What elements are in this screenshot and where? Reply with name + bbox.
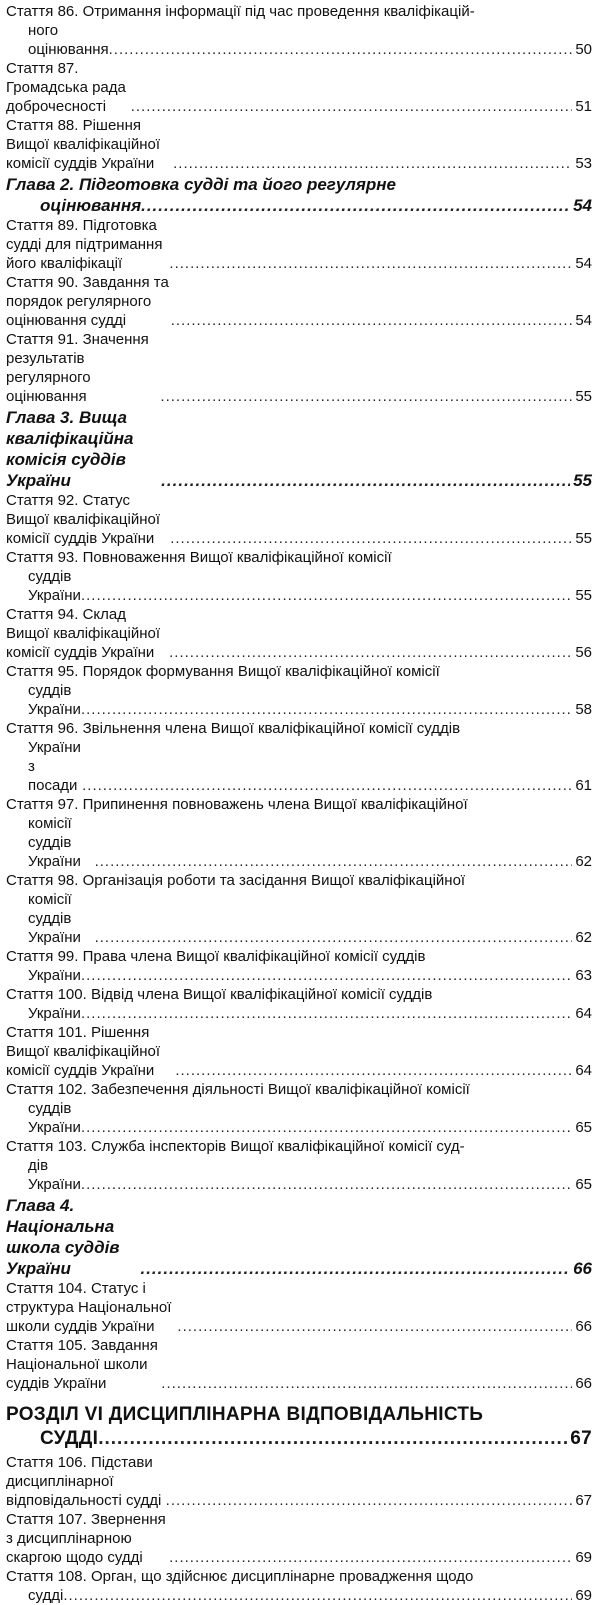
toc-entry-line: [6, 548, 572, 567]
toc-entry-title: [6, 1453, 572, 1510]
toc-entry-line: [6, 890, 572, 947]
toc-entry-title: [6, 216, 572, 273]
toc-page-number: 69: [575, 1587, 592, 1604]
toc-entry-line-text: Стаття 89. Підготовка судді для підтримання його кваліфікації: [6, 217, 163, 272]
toc-entry-line-text: суддів України: [28, 568, 81, 604]
toc-entry-line-text: Стаття 96. Звільнення члена Вищої кваліфікаційної комісії суддів: [6, 720, 461, 737]
toc-entry-line-text: комісії суддів України: [28, 891, 81, 946]
dot-leader: [169, 1548, 572, 1567]
dot-leader: [131, 97, 573, 116]
toc-entry-title: [6, 1137, 572, 1194]
toc-entry-line: [6, 985, 572, 1004]
toc-entry-title: [6, 174, 570, 216]
dot-leader: [160, 387, 572, 406]
toc-entry-article: [6, 1336, 592, 1393]
toc-entry-title: [6, 662, 572, 719]
toc-entry-line-text: РОЗДІЛ VI ДИСЦИПЛІНАРНА ВІДПОВІДАЛЬНІСТЬ: [6, 1404, 484, 1425]
toc-entry-line: [6, 1453, 572, 1510]
toc-entry-line: [6, 1080, 572, 1099]
dot-leader: [140, 1258, 570, 1279]
toc-entry-line: [6, 174, 570, 195]
toc-entry-title: [6, 985, 572, 1023]
dot-leader: [81, 1004, 572, 1023]
toc-entry-title: [6, 1336, 572, 1393]
toc-entry-line: [6, 681, 572, 719]
toc-entry-line-text: ного оцінювання: [28, 22, 109, 58]
toc-entry-line-text: Стаття 106. Підстави дисциплінарної відповідальності судді: [6, 1454, 162, 1509]
toc-entry-line-text: Стаття 91. Значення результатів регулярного оцінювання: [6, 331, 149, 405]
dot-leader: [166, 1491, 573, 1510]
dot-leader: [98, 1427, 567, 1451]
toc-entry-article: [6, 1279, 592, 1336]
toc-entry-line-text: України: [28, 1005, 81, 1022]
toc-entry-chapter: [6, 407, 592, 491]
toc-entry-article: [6, 59, 592, 116]
toc-entry-article: [6, 947, 592, 985]
toc-entry-title: [6, 871, 572, 947]
toc-page-number: 67: [570, 1428, 592, 1449]
toc-entry-line: [6, 273, 572, 330]
toc-entry-article: [6, 605, 592, 662]
toc-page-number: 62: [575, 853, 592, 870]
toc-entry-line-text: Глава 2. Підготовка судді та його регулярне: [6, 175, 397, 194]
toc-entry-section: [6, 1403, 592, 1451]
toc-entry-line-text: Стаття 107. Звернення з дисциплінарною скаргою щодо судді: [6, 1511, 166, 1566]
toc-entry-line: [6, 407, 570, 491]
dot-leader: [81, 1175, 572, 1194]
toc-page-number: 55: [575, 587, 592, 604]
toc-entry-article: [6, 662, 592, 719]
toc-entry-line-text: суддів України: [28, 1100, 81, 1136]
toc-page-number: 56: [575, 644, 592, 661]
toc-page-number: 67: [575, 1492, 592, 1509]
toc-entry-article: [6, 330, 592, 406]
toc-entry-article: [6, 1567, 592, 1605]
toc-page-number: 64: [575, 1062, 592, 1079]
toc-entry-line: [6, 871, 572, 890]
toc-entry-title: [6, 947, 572, 985]
toc-entry-title: [6, 491, 572, 548]
toc-entry-line-text: Стаття 92. Статус Вищої кваліфікаційної комісії суддів України: [6, 492, 161, 547]
toc-entry-line-text: Глава 4. Національна школа суддів України: [6, 1196, 120, 1278]
toc-entry-chapter: [6, 1195, 592, 1279]
toc-entry-line: [6, 59, 572, 116]
dot-leader: [81, 700, 572, 719]
toc-entry-article: [6, 719, 592, 795]
toc-entry-line-text: СУДДІ: [40, 1428, 99, 1449]
toc-entry-line-text: України з посади: [28, 739, 81, 794]
toc-entry-line: [6, 491, 572, 548]
dot-leader: [173, 154, 572, 173]
toc-entry-title: [6, 1195, 570, 1279]
dot-leader: [170, 529, 572, 548]
toc-entry-line: [6, 21, 572, 59]
toc-entry-title: [6, 1023, 572, 1080]
toc-entry-article: [6, 273, 592, 330]
toc-page-number: 54: [575, 255, 592, 272]
toc-entry-article: [6, 1453, 592, 1510]
toc-page-number: 55: [575, 388, 592, 405]
toc-entry-line: [6, 1023, 572, 1080]
toc-entry-line: [6, 1004, 572, 1023]
dot-leader: [169, 643, 572, 662]
toc-entry-title: [6, 1567, 572, 1605]
toc-entry-title: [6, 795, 572, 871]
toc-entry-line: [6, 1137, 572, 1156]
toc-entry-article: [6, 2, 592, 59]
toc-entry-line-text: судді: [28, 1587, 64, 1604]
dot-leader: [171, 311, 573, 330]
dot-leader: [175, 1061, 572, 1080]
toc-entry-line-text: Стаття 95. Порядок формування Вищої кваліфікаційної комісії: [6, 663, 440, 680]
toc-page-number: 51: [575, 98, 592, 115]
toc-entry-title: [6, 1510, 572, 1567]
toc-entry-title: [6, 719, 572, 795]
toc-entry-article: [6, 1080, 592, 1137]
toc-entry-article: [6, 1023, 592, 1080]
toc-entry-line: [6, 947, 572, 966]
toc-entry-article: [6, 1510, 592, 1567]
toc-entry-title: [6, 2, 572, 59]
toc-page-number: 58: [575, 701, 592, 718]
dot-leader: [81, 586, 572, 605]
toc-entry-line: [6, 1567, 572, 1586]
toc-entry-line: [6, 1279, 572, 1336]
dot-leader: [169, 254, 572, 273]
toc-entry-title: [6, 330, 572, 406]
toc-page-number: 53: [575, 155, 592, 172]
toc-entry-article: [6, 1137, 592, 1194]
toc-entry-line-text: Стаття 103. Служба інспекторів Вищої кваліфікаційної комісії суд-: [6, 1138, 465, 1155]
toc-entry-line: [6, 814, 572, 871]
toc-page-number: 54: [575, 312, 592, 329]
toc-page-number: 66: [573, 1259, 592, 1278]
dot-leader: [95, 928, 573, 947]
toc-entry-line: [6, 719, 572, 738]
toc-entry-line-text: Стаття 97. Припинення повноважень члена Вищої кваліфікаційної: [6, 796, 468, 813]
toc-page-number: 63: [575, 967, 592, 984]
toc-page-number: 55: [573, 471, 592, 490]
toc-entry-article: [6, 548, 592, 605]
toc-entry-line-text: дів України: [28, 1157, 81, 1193]
toc-entry-article: [6, 871, 592, 947]
toc-entry-line-text: оцінювання: [40, 196, 142, 215]
dot-leader: [81, 1118, 572, 1137]
dot-leader: [161, 470, 570, 491]
toc-entry-article: [6, 491, 592, 548]
toc-entry-line-text: Стаття 105. Завдання Національної школи суддів України: [6, 1337, 158, 1392]
toc-entry-title: [6, 273, 572, 330]
toc-entry-line: [6, 605, 572, 662]
toc-page-number: 55: [575, 530, 592, 547]
toc-page-number: 65: [575, 1119, 592, 1136]
toc-entry-line-text: Стаття 100. Відвід члена Вищої кваліфікаційної комісії суддів: [6, 986, 433, 1003]
dot-leader: [81, 966, 572, 985]
toc-page-number: 65: [575, 1176, 592, 1193]
toc-entry-title: [6, 548, 572, 605]
dot-leader: [161, 1374, 572, 1393]
toc-entry-title: [6, 1279, 572, 1336]
toc-entry-line: [6, 330, 572, 406]
toc-entry-line: [6, 195, 570, 216]
toc-entry-article: [6, 985, 592, 1023]
toc-entry-line-text: суддів України: [28, 682, 81, 718]
toc-entry-chapter: [6, 174, 592, 216]
toc-entry-line-text: України: [28, 967, 81, 984]
dot-leader: [82, 776, 572, 795]
toc-entry-line: [6, 1586, 572, 1605]
toc-entry-line: [6, 966, 572, 985]
toc-page-number: 66: [575, 1318, 592, 1335]
toc-entry-line: [6, 1195, 570, 1279]
toc-page-number: 66: [575, 1375, 592, 1392]
toc-entry-line-text: Стаття 86. Отримання інформації під час проведення кваліфікацій-: [6, 3, 475, 20]
toc-entry-title: [6, 116, 572, 173]
toc-entry-line-text: Стаття 93. Повноваження Вищої кваліфікаційної комісії: [6, 549, 392, 566]
toc-entry-line-text: Стаття 90. Завдання та порядок регулярного оцінювання судді: [6, 274, 169, 329]
toc-entry-title: [6, 1403, 567, 1451]
toc-entry-line-text: Стаття 108. Орган, що здійснює дисциплінарне провадження щодо: [6, 1568, 474, 1585]
toc-page-number: 61: [575, 777, 592, 794]
toc-entry-line: [6, 1403, 567, 1427]
toc-entry-line-text: Стаття 94. Склад Вищої кваліфікаційної комісії суддів України: [6, 606, 161, 661]
toc-page-number: 62: [575, 929, 592, 946]
toc-entry-line: [6, 1510, 572, 1567]
toc-entry-line: [6, 1427, 567, 1451]
toc-entry-line: [6, 116, 572, 173]
dot-leader: [95, 852, 573, 871]
toc-entry-line-text: Стаття 99. Права члена Вищої кваліфікаційної комісії суддів: [6, 948, 426, 965]
dot-leader: [109, 40, 573, 59]
toc-entry-line: [6, 795, 572, 814]
toc-entry-line: [6, 662, 572, 681]
toc-entry-line-text: Стаття 104. Статус і структура Національної школи суддів України: [6, 1280, 172, 1335]
dot-leader: [63, 1586, 572, 1605]
toc-entry-line: [6, 1156, 572, 1194]
toc-page-number: 54: [573, 196, 592, 215]
toc-entry-title: [6, 59, 572, 116]
toc-entry-article: [6, 116, 592, 173]
toc-entry-line-text: Глава 3. Вища кваліфікаційна комісія суддів України: [6, 408, 134, 490]
toc-entry-line: [6, 2, 572, 21]
dot-leader: [141, 195, 570, 216]
dot-leader: [177, 1317, 572, 1336]
toc-entry-line: [6, 216, 572, 273]
toc-entry-title: [6, 407, 570, 491]
toc-entry-line: [6, 1336, 572, 1393]
toc-entry-title: [6, 605, 572, 662]
toc-entry-line-text: Стаття 101. Рішення Вищої кваліфікаційної комісії суддів України: [6, 1024, 161, 1079]
toc-entry-line-text: Стаття 98. Організація роботи та засідання Вищої кваліфікаційної: [6, 872, 466, 889]
toc-entry-article: [6, 216, 592, 273]
toc-entry-line: [6, 738, 572, 795]
toc-entry-line-text: Стаття 87. Громадська рада доброчесності: [6, 60, 126, 115]
toc-page-number: 64: [575, 1005, 592, 1022]
toc-entry-line: [6, 1099, 572, 1137]
toc-entry-article: [6, 795, 592, 871]
toc-page-number: 50: [575, 41, 592, 58]
toc-entry-title: [6, 1080, 572, 1137]
toc-entry-line-text: Стаття 88. Рішення Вищої кваліфікаційної комісії суддів України: [6, 117, 161, 172]
toc-page-number: 69: [575, 1549, 592, 1566]
toc-entry-line-text: Стаття 102. Забезпечення діяльності Вищої кваліфікаційної комісії: [6, 1081, 470, 1098]
toc-entry-line-text: комісії суддів України: [28, 815, 81, 870]
toc-entry-line: [6, 567, 572, 605]
